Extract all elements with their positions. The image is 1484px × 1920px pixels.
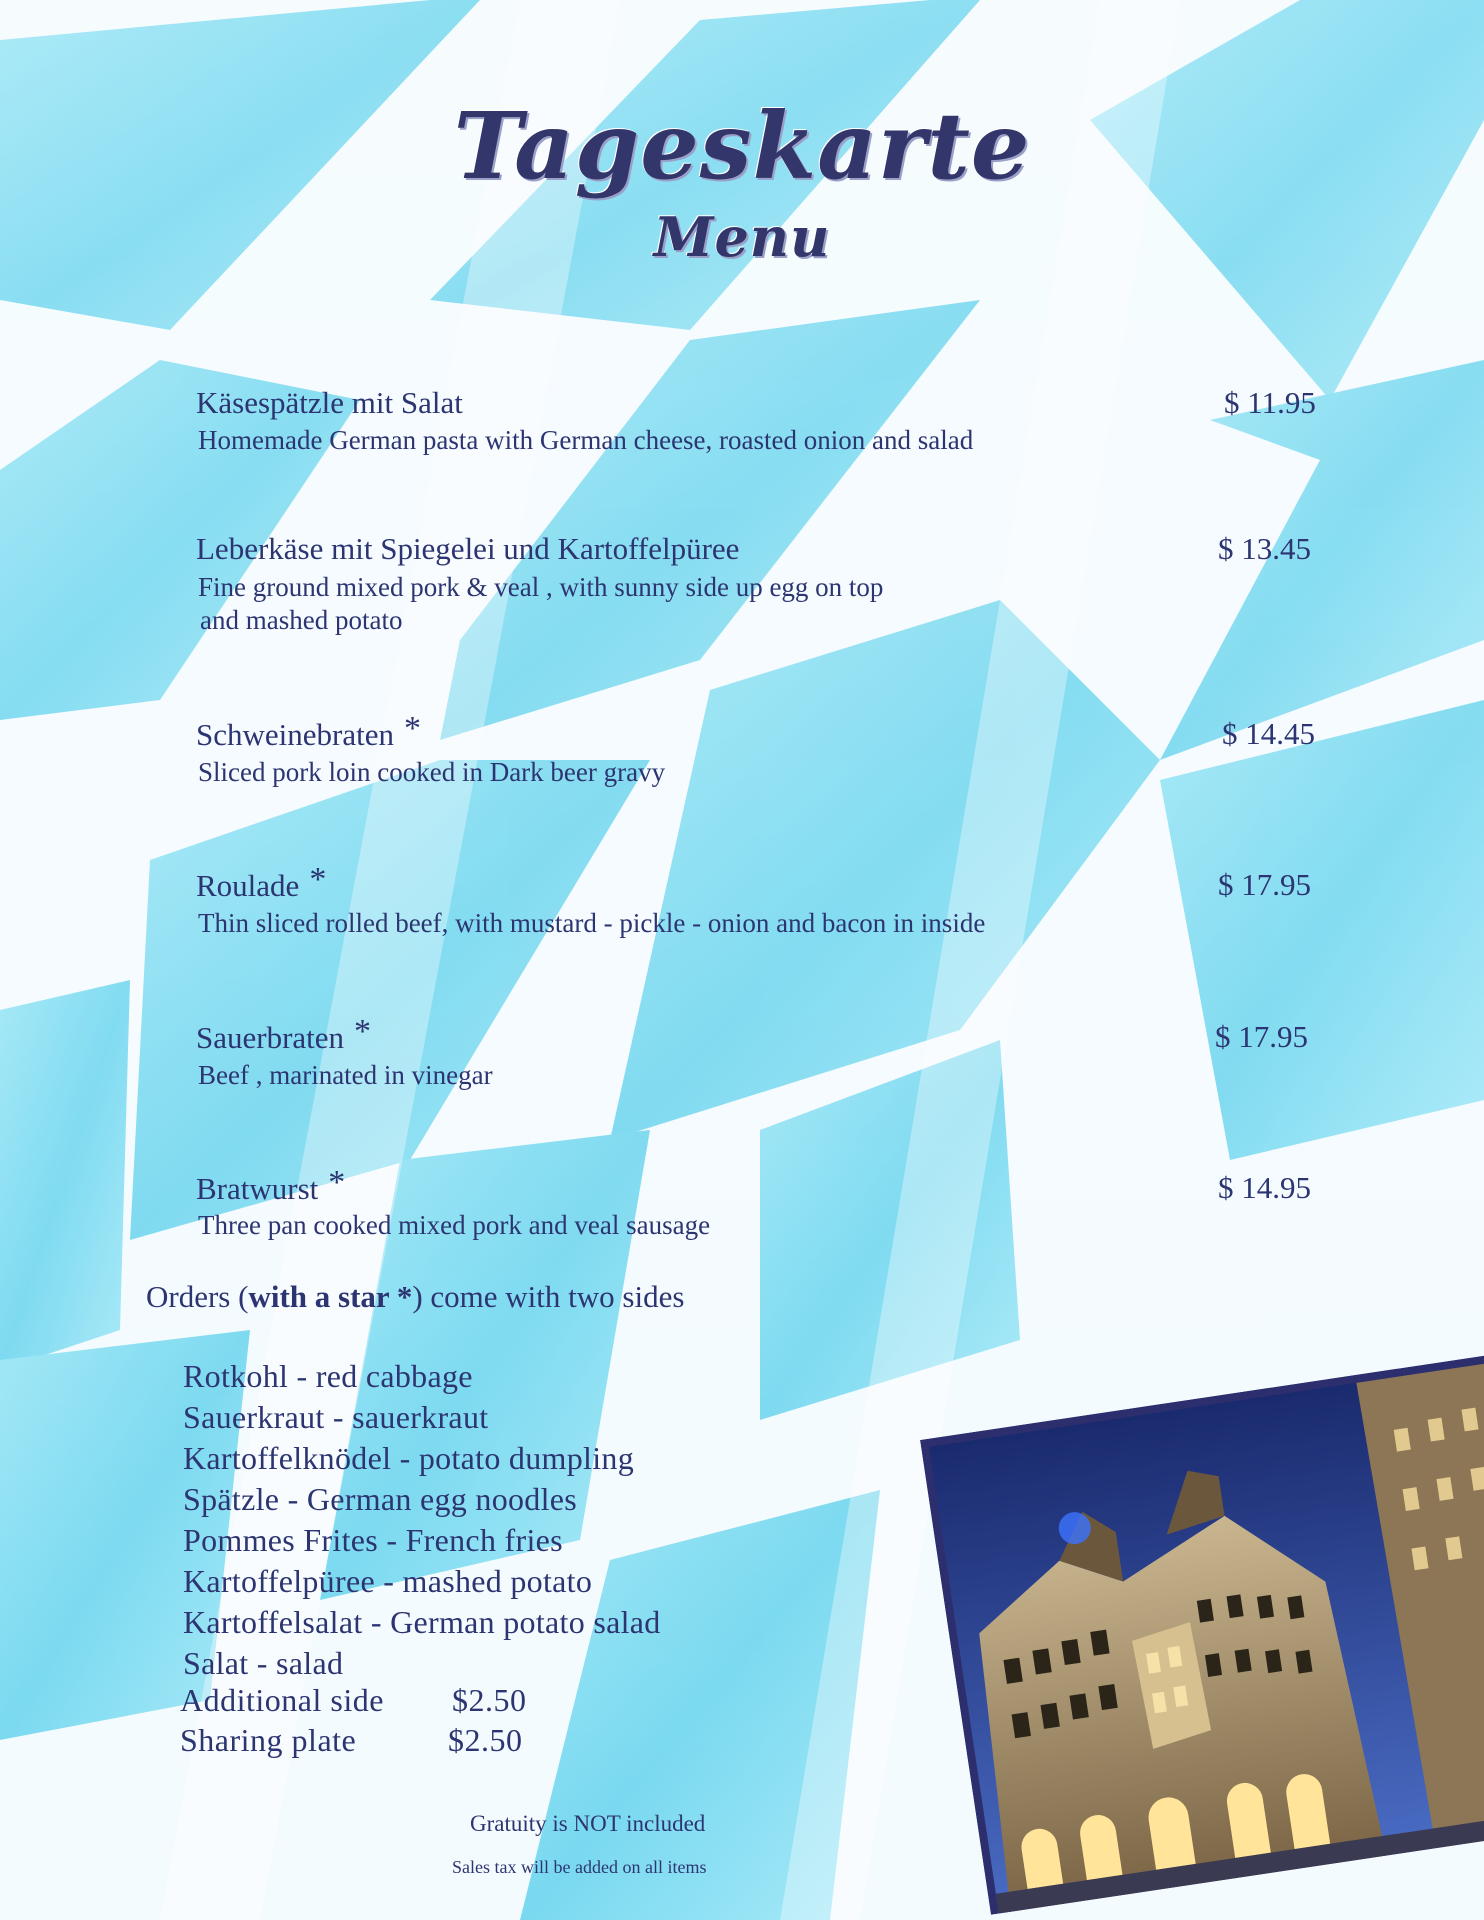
dish-name: Sauerbraten * [196, 1013, 372, 1055]
dish-name: Leberkäse mit Spiegelei und Kartoffelpüree [196, 531, 740, 566]
dish-price: $ 14.45 [1222, 716, 1315, 751]
dish-description: Thin sliced rolled beef, with mustard - pickle - onion and bacon in inside [198, 908, 986, 938]
dish-name: Käsespätzle mit Salat [196, 385, 463, 420]
star-marker: * [309, 861, 327, 898]
dish-description: Sliced pork loin cooked in Dark beer gravy [198, 757, 666, 787]
menu-title: Tageskarte [453, 92, 1031, 200]
dish-description: Homemade German pasta with German cheese, roasted onion and salad [198, 425, 974, 455]
star-marker: * [328, 1164, 346, 1201]
extra-price: $2.50 [448, 1722, 523, 1758]
side-item: Kartoffelknödel - potato dumpling [183, 1440, 634, 1476]
dish-price: $ 14.95 [1218, 1170, 1311, 1205]
star-marker: * [354, 1013, 372, 1050]
side-item: Kartoffelsalat - German potato salad [183, 1604, 661, 1640]
sides-note: Orders (with a star *) come with two sides [146, 1279, 685, 1314]
dish-description: Fine ground mixed pork & veal , with sunny side up egg on top [198, 572, 884, 602]
dish-description: Beef , marinated in vinegar [198, 1060, 493, 1090]
extra-sharing-plate [180, 1722, 523, 1759]
side-item: Rotkohl - red cabbage [183, 1358, 473, 1394]
extra-label: Additional side [180, 1682, 384, 1718]
dish-price: $ 17.95 [1215, 1019, 1308, 1054]
sides-list [183, 1356, 661, 1684]
gratuity-note: Gratuity is NOT included [470, 1811, 706, 1836]
side-item: Spätzle - German egg noodles [183, 1481, 578, 1517]
dish-description-line2: and mashed potato [200, 605, 403, 635]
menu-subtitle: Menu [653, 205, 831, 269]
star-emphasis: with a star * [248, 1279, 413, 1314]
dish-name: Roulade * [196, 861, 327, 903]
sales-tax-note: Sales tax will be added on all items [452, 1857, 707, 1877]
dish-price: $ 13.45 [1218, 531, 1311, 566]
side-item: Kartoffelpüree - mashed potato [183, 1563, 593, 1599]
extra-additional-side [180, 1682, 527, 1719]
dish-description: Three pan cooked mixed pork and veal sausage [198, 1210, 711, 1240]
dish-name: Bratwurst * [196, 1164, 346, 1206]
side-item: Salat - salad [183, 1645, 344, 1681]
extra-price: $2.50 [452, 1682, 527, 1718]
extra-label: Sharing plate [180, 1722, 357, 1758]
dish-name: Schweinebraten * [196, 710, 421, 752]
beer-hall-building-photo [920, 1354, 1484, 1914]
dish-price: $ 11.95 [1224, 385, 1316, 420]
dish-price: $ 17.95 [1218, 867, 1311, 902]
star-marker: * [403, 710, 421, 747]
side-item: Pommes Frites - French fries [183, 1522, 563, 1558]
side-item: Sauerkraut - sauerkraut [183, 1399, 489, 1435]
